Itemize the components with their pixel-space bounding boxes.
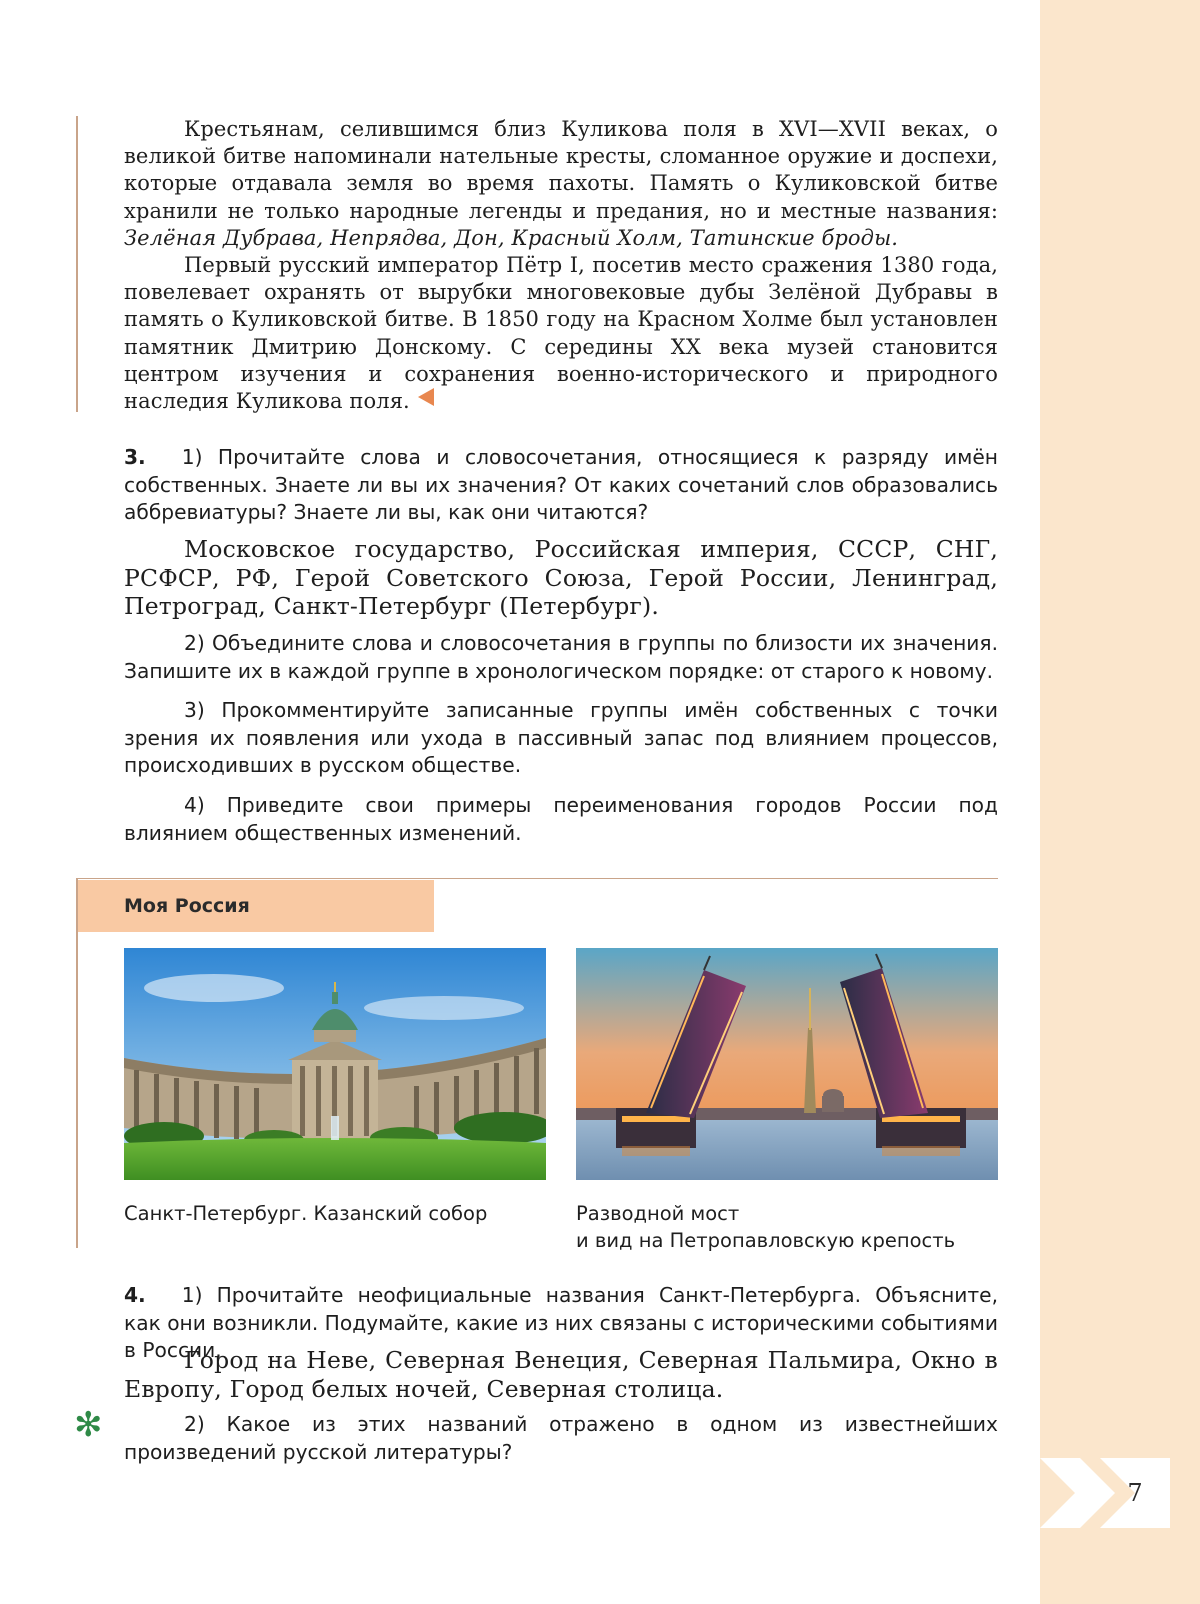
task-3-question-2: 2) Объедините слова и словосочетания в группы по близости их значения. Запишите их в каждой группе в хронологическом порядке: от старого к новому.: [124, 631, 998, 683]
task-4-number: 4.: [124, 1283, 146, 1307]
task-3-word-list: Московское государство, Российская империя, СССР, СНГ, РСФСР, РФ, Герой Советского Союза, Герой России, Ленинград, Петроград, Санкт-Петербург (Петербург).: [124, 535, 998, 620]
task-3-question-3: 3) Прокомментируйте записанные группы имён собственных с точки зрения их появления или ухода в пассивный запас под влиянием процессов, происходивших в русском обществе.: [124, 698, 998, 778]
task-3-question-4: 4) Приведите свои примеры переименования городов России под влиянием общественных изменений.: [124, 793, 998, 845]
intro-text-2: Первый русский император Пётр I, посетив место сражения 1380 года, повелевает охранять от вырубки многовековые дубы Зелёной Дубравы в память о Куликовской битве. В 1850 году на Красном Холме был установлен памятник Дмитрию Донскому. С середины XX века музей становится центром изучения и сохранения военно-исторического и природного наследия Куликова поля.: [124, 253, 998, 414]
end-of-section-arrow-icon: [418, 388, 434, 406]
task-4-q1-text: 1) Прочитайте неофициальные названия Санкт-Петербурга. Объясните, как они возникли. Подумайте, какие из них связаны с историческими событиями в России.: [124, 1283, 998, 1363]
drawbridge-photo: [576, 948, 998, 1180]
photo-1-caption: Санкт-Петербург. Казанский собор: [124, 1202, 488, 1225]
creative-task-asterisk-icon: ✻: [74, 1406, 103, 1444]
task-4-question-2: 2) Какое из этих названий отражено в одном из известнейших произведений русской литературы?: [124, 1412, 998, 1464]
task-4-name-list: Город на Неве, Северная Венеция, Северная Пальмира, Окно в Европу, Город белых ночей, Северная столица.: [124, 1346, 998, 1403]
page-side-strip: [1040, 0, 1200, 1604]
section-divider: [76, 878, 998, 879]
page-number: 7: [1127, 1479, 1143, 1507]
task-3-q1-text: 1) Прочитайте слова и словосочетания, относящиеся к разряду имён собственных. Знаете ли вы их значения? От каких сочетаний слов образовались аббревиатуры? Знаете ли вы, как они читаются?: [124, 445, 998, 525]
intro-text: Крестьянам, селившимся близ Куликова поля в XVI—XVII веках, о великой битве напоминали нательные кресты, сломанное оружие и доспехи, которые отдавала земля во время пахоты. Память о Куликовской битве хранили не только народные легенды и предания, но и местные названия:: [124, 117, 998, 223]
photo-2-caption-line-1: Разводной мост: [576, 1202, 740, 1225]
task-3-question-1: [124, 444, 998, 527]
intro-place-names: Зелёная Дубрава, Непрядва, Дон, Красный Холм, Татинские броды.: [124, 225, 899, 250]
section-title: Моя Россия: [124, 895, 250, 917]
section-side-rule: [76, 878, 78, 1248]
intro-side-rule: [76, 116, 78, 412]
photo-2-caption-line-2: и вид на Петропавловскую крепость: [576, 1229, 956, 1252]
page-number-badge: [1040, 1458, 1170, 1528]
task-3-number: 3.: [124, 445, 146, 469]
intro-paragraph-2: [124, 252, 998, 415]
kazan-cathedral-photo: [124, 948, 546, 1180]
intro-paragraph-1: [124, 116, 998, 252]
